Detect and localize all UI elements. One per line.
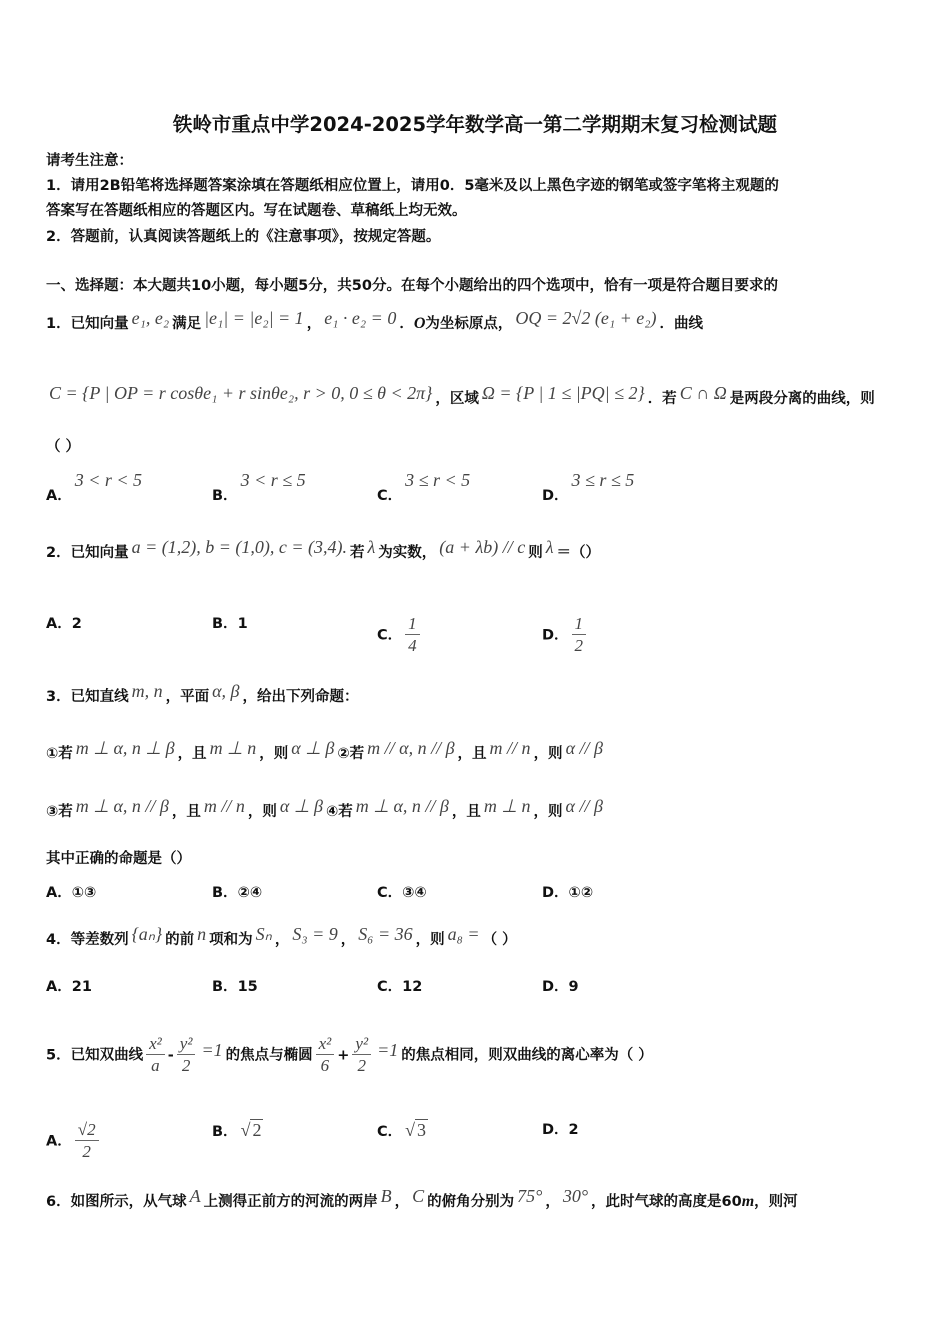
option-d[interactable] <box>542 614 589 657</box>
proposition-line <box>46 738 606 764</box>
text: 1．请用2B铅笔将选择题答案涂填在答题纸相应位置上，请用0．5毫米及以上黑色字迹的钢笔或签字笔将主观题的 <box>46 178 779 194</box>
text: 一、选择题：本大题共10小题，每小题5分，共50分。在每个小题给出的四个选项中，恰有一项是符合题目要求的 <box>46 278 778 294</box>
fraction-numerator: y² <box>352 1034 371 1055</box>
radical-sign-icon: √ <box>405 1120 416 1140</box>
square-root <box>241 1120 264 1140</box>
option-label: D． <box>542 488 569 504</box>
question-line <box>46 537 601 563</box>
fraction-numerator: x² <box>316 1034 335 1055</box>
text: ，平面 <box>165 689 210 705</box>
math-expression: n <box>197 924 207 944</box>
text: 2．答题前，认真阅读答题纸上的《注意事项》，按规定答题。 <box>46 229 441 245</box>
option-label: A． <box>46 616 72 632</box>
option-label: C． <box>377 1124 403 1140</box>
text: 为实数， <box>378 545 437 561</box>
math-expression: {aₙ} <box>131 924 163 944</box>
text: 请考生注意： <box>46 153 133 169</box>
text: ①若 <box>46 746 73 762</box>
option-label: D． <box>542 627 569 644</box>
text: 1．已知向量 <box>46 316 129 332</box>
text: ，则 <box>259 746 289 762</box>
option-label: A． <box>46 885 72 901</box>
math-expression: C <box>412 1186 425 1206</box>
fraction-numerator: y² <box>177 1034 196 1055</box>
text: （ ） <box>482 932 517 948</box>
math-expression: S₃ = 9 <box>292 924 338 944</box>
text: ， <box>274 932 290 948</box>
question-line <box>46 1034 653 1077</box>
text: ，则 <box>415 932 445 948</box>
math-expression: C = {P | OP = r cosθe₁ + r sinθe₂, r > 0, 0 ≤ θ < 2π} <box>49 383 433 403</box>
notice-line <box>46 201 467 221</box>
fraction-numerator: x² <box>146 1034 165 1055</box>
math-expression: e₁ · e₂ = 0 <box>324 308 397 328</box>
option-label: D． <box>542 885 569 901</box>
math-expression: =1 <box>201 1039 223 1060</box>
math-expression: α, β <box>212 681 240 701</box>
text: ，且 <box>457 746 487 762</box>
option-d[interactable] <box>542 1120 579 1140</box>
math-expression: (a + λb) // c <box>439 537 526 557</box>
option-b[interactable] <box>212 1120 266 1142</box>
math-expression: α // β <box>565 796 603 816</box>
option-label: B． <box>212 616 238 632</box>
math-expression: =1 <box>377 1039 399 1060</box>
question-line <box>46 276 778 296</box>
option-label: C． <box>377 885 403 901</box>
question-line <box>46 437 80 457</box>
math-expression: m // α, n // β <box>367 738 455 758</box>
option-b[interactable] <box>212 883 262 903</box>
option-label: C． <box>377 979 403 995</box>
option-label: B． <box>212 488 238 504</box>
option-label: C． <box>377 488 403 504</box>
fraction <box>177 1034 196 1077</box>
text: 5．已知双曲线 <box>46 1047 144 1064</box>
page-title: 铁岭市重点中学2024-2025学年数学高一第二学期期末复习检测试题 <box>172 113 778 136</box>
fraction-denominator: 2 <box>181 1056 191 1075</box>
notice-line <box>46 176 779 196</box>
math-expression: S₆ = 36 <box>358 924 413 944</box>
text: ．若 <box>647 391 677 407</box>
text: 2．已知向量 <box>46 545 129 561</box>
math-expression: m // n <box>203 796 245 816</box>
math-expression: e₁, e₂ <box>131 308 170 328</box>
text: ②若 <box>337 746 365 762</box>
math-expression: m, n <box>131 681 163 701</box>
math-symbol: m <box>741 1193 755 1210</box>
option-c[interactable] <box>377 977 422 997</box>
text: ，则 <box>533 804 563 820</box>
math-expression: 75° <box>517 1186 543 1206</box>
option-a[interactable] <box>46 614 82 634</box>
text: ＝（） <box>556 545 601 561</box>
math-expression: Ω = {P | 1 ≤ |PQ| ≤ 2} <box>481 383 645 403</box>
text: ，且 <box>171 804 201 820</box>
text: ， <box>340 932 356 948</box>
radical-sign-icon: √ <box>240 1120 251 1140</box>
text: 3．已知直线 <box>46 689 129 705</box>
fraction <box>75 1120 99 1163</box>
text: ，此时气球的高度是60 <box>591 1194 742 1210</box>
text: 12 <box>402 979 423 995</box>
math-expression: m ⊥ n <box>483 796 531 816</box>
text: ①② <box>568 885 594 901</box>
fraction-numerator: 1 <box>405 614 420 635</box>
text: 是两段分离的曲线，则 <box>729 391 875 407</box>
option-c[interactable] <box>377 883 427 903</box>
math-expression: 30° <box>562 1186 589 1206</box>
math-expression: a₈ = <box>447 924 480 944</box>
math-expression: B <box>380 1186 392 1206</box>
text: 答案写在答题纸相应的答题区内。写在试题卷、草稿纸上均无效。 <box>46 203 467 219</box>
proposition-line <box>46 796 606 822</box>
text: ， <box>545 1194 560 1210</box>
option-c[interactable] <box>377 470 473 506</box>
option-a[interactable] <box>46 1120 102 1163</box>
text: ，则河 <box>754 1194 798 1210</box>
option-d[interactable] <box>542 883 593 903</box>
math-expression: m ⊥ n <box>209 738 257 758</box>
math-expression: α // β <box>565 738 603 758</box>
fraction <box>316 1034 335 1077</box>
math-expression: a = (1,2), b = (1,0), c = (3,4). <box>131 537 347 557</box>
text: ，给出下列命题： <box>242 689 359 705</box>
fraction <box>572 614 587 657</box>
question-line <box>46 924 517 950</box>
option-a[interactable] <box>46 977 92 997</box>
text: 其中正确的命题是（） <box>46 851 191 867</box>
radicand: 3 <box>417 1120 427 1140</box>
math-expression: 3 ≤ r < 5 <box>405 470 471 490</box>
text: ④若 <box>325 804 353 820</box>
math-expression: 3 < r ≤ 5 <box>240 470 306 490</box>
fraction-denominator: 6 <box>320 1056 330 1075</box>
text: ． <box>399 316 414 332</box>
math-expression: OQ = 2√2 (e₁ + e₂) <box>515 308 657 328</box>
option-label: B． <box>212 1124 238 1140</box>
math-expression: 3 ≤ r ≤ 5 <box>571 470 635 490</box>
text: 6．如图所示，从气球 <box>46 1194 187 1210</box>
option-c[interactable] <box>377 1120 431 1142</box>
math-expression: m ⊥ α, n ⊥ β <box>75 738 175 758</box>
text: ，区域 <box>435 391 479 407</box>
option-b[interactable] <box>212 614 248 634</box>
math-expression: |e₁| = |e₂| = 1 <box>204 308 304 328</box>
fraction-numerator: 1 <box>572 614 587 635</box>
option-c[interactable] <box>377 614 423 657</box>
option-label: D． <box>542 979 569 995</box>
notice-line <box>46 227 440 247</box>
option-label: A． <box>46 1133 72 1150</box>
fraction <box>146 1034 165 1077</box>
option-label: A． <box>46 488 72 504</box>
question-line <box>46 308 704 334</box>
text: - <box>167 1047 174 1064</box>
math-expression: α ⊥ β <box>291 738 335 758</box>
question-line <box>46 383 875 409</box>
text: 的焦点与椭圆 <box>225 1047 313 1064</box>
text: 若 <box>350 545 365 561</box>
square-root <box>405 1120 428 1140</box>
text: ， <box>306 316 322 332</box>
math-expression: m ⊥ α, n // β <box>75 796 169 816</box>
text: （ ） <box>46 439 81 455</box>
text: 满足 <box>172 316 202 332</box>
math-symbol: O <box>413 315 426 332</box>
text: ，且 <box>451 804 481 820</box>
option-label: B． <box>212 979 238 995</box>
text: 为坐标原点， <box>425 316 513 332</box>
text: ③若 <box>46 804 73 820</box>
text: 上测得正前方的河流的两岸 <box>203 1194 378 1210</box>
math-expression: λ <box>367 537 376 557</box>
math-expression: Sₙ <box>255 924 272 944</box>
text: 的焦点相同，则双曲线的离心率为（ ） <box>401 1047 653 1064</box>
fraction-numerator: √2 <box>75 1120 99 1141</box>
fraction <box>405 614 420 657</box>
option-d[interactable] <box>542 470 637 506</box>
math-expression: λ <box>545 537 554 557</box>
option-label: A． <box>46 979 72 995</box>
math-expression: A <box>189 1186 201 1206</box>
math-expression: m // n <box>489 738 531 758</box>
text: + <box>337 1047 350 1064</box>
text: 项和为 <box>209 932 253 948</box>
option-label: D． <box>542 1122 569 1138</box>
math-expression: α ⊥ β <box>279 796 323 816</box>
text: 21 <box>71 979 92 995</box>
text: ．曲线 <box>659 316 704 332</box>
text: 9 <box>568 979 579 995</box>
question-line <box>46 849 191 869</box>
option-b[interactable] <box>212 470 309 506</box>
question-line <box>46 681 359 707</box>
math-expression: 3 < r < 5 <box>74 470 143 490</box>
fraction-denominator: 2 <box>574 636 584 655</box>
radicand: 2 <box>252 1120 262 1140</box>
option-a[interactable] <box>46 883 96 903</box>
text: ③④ <box>402 885 427 901</box>
fraction-denominator: 2 <box>357 1056 366 1075</box>
text: ①③ <box>71 885 97 901</box>
option-label: C． <box>377 627 403 644</box>
notice-line <box>46 151 133 171</box>
text: 2 <box>71 616 82 632</box>
option-d[interactable] <box>542 977 579 997</box>
text: ， <box>394 1194 410 1210</box>
fraction-denominator: a <box>151 1056 160 1075</box>
text: ②④ <box>237 885 263 901</box>
question-line <box>46 1186 798 1212</box>
option-b[interactable] <box>212 977 258 997</box>
text: 2 <box>568 1122 579 1138</box>
math-expression: C ∩ Ω <box>679 383 727 403</box>
text: ，则 <box>533 746 563 762</box>
text: 则 <box>528 545 543 561</box>
text: 4．等差数列 <box>46 932 129 948</box>
text: ，则 <box>247 804 277 820</box>
fraction <box>352 1034 371 1077</box>
option-a[interactable] <box>46 470 145 506</box>
option-label: B． <box>212 885 238 901</box>
fraction-denominator: 2 <box>82 1142 91 1161</box>
text: 的前 <box>165 932 195 948</box>
text: 15 <box>237 979 258 995</box>
text: 1 <box>237 616 248 632</box>
text: 的俯角分别为 <box>427 1194 515 1210</box>
math-expression: m ⊥ α, n // β <box>355 796 449 816</box>
text: ，且 <box>177 746 207 762</box>
fraction-denominator: 4 <box>408 636 417 655</box>
